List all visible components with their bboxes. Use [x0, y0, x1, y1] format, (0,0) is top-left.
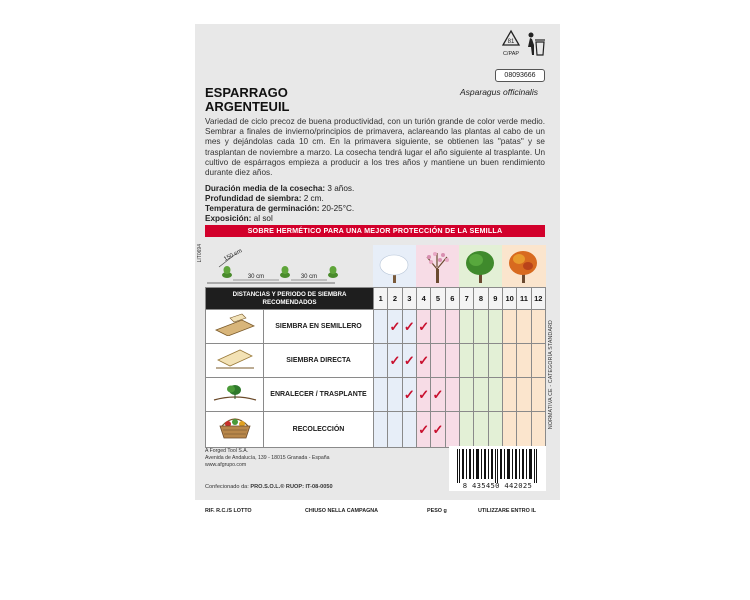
seed-tray-icon [206, 310, 264, 344]
season-illustrations [373, 245, 546, 287]
harvest-basket-icon [206, 412, 264, 448]
month-header: 4 [417, 288, 431, 310]
regulation-note: NORMATIVA CE - CATEGORÍA STANDARD [548, 320, 554, 430]
barcode-number: 8 435450 442025 [462, 481, 533, 490]
plant-icon [280, 266, 290, 278]
month-header: 8 [474, 288, 488, 310]
check-mark: ✓ [402, 378, 416, 412]
check-mark: ✓ [417, 378, 431, 412]
latin-name: Asparagus officinalis [460, 87, 538, 97]
check-mark: ✓ [388, 344, 402, 378]
recycling-number: 81 [507, 39, 515, 45]
spacing-diagram [205, 245, 371, 287]
recycling-code: C/PAP [502, 51, 520, 57]
seedling-icon [206, 378, 264, 412]
month-header: 5 [431, 288, 445, 310]
check-mark: ✓ [431, 412, 445, 448]
table-row [206, 412, 546, 448]
month-header: 11 [517, 288, 531, 310]
barcode [449, 446, 546, 491]
table-header: DISTANCIAS Y PERIODO DE SIEMBRA RECOMENDADOS [206, 288, 374, 310]
month-header: 2 [388, 288, 402, 310]
month-header: 12 [531, 288, 545, 310]
title-line-2: ARGENTEUIL [205, 99, 290, 114]
table-row [206, 378, 546, 412]
variety-title [205, 86, 290, 114]
side-reference: LIT0694 [197, 244, 203, 263]
seed-packet-icon [206, 344, 264, 378]
footer-lot: RIF. R.C./S LOTTO [205, 508, 252, 514]
company-website: www.afgrupo.com [205, 462, 247, 468]
check-mark: ✓ [417, 310, 431, 344]
barcode-bars [449, 447, 546, 483]
fact-germination-temp: Temperatura de germinación: 20-25°C. [205, 204, 355, 213]
recycling-icon [500, 29, 522, 61]
footer-weight: PESO g [427, 508, 447, 514]
sowing-calendar-table [205, 287, 546, 448]
fact-exposure: Exposición: al sol [205, 214, 273, 223]
month-header: 6 [445, 288, 459, 310]
fact-harvest-duration: Duración media de la cosecha: 3 años. [205, 184, 355, 193]
title-line-1: ESPARRAGO [205, 85, 288, 100]
table-row [206, 310, 546, 344]
check-mark: ✓ [402, 310, 416, 344]
table-header-row [206, 288, 546, 310]
company-info [205, 448, 330, 469]
trash-bin-icon [526, 31, 546, 59]
product-code-box: 08093666 [495, 69, 545, 82]
cultivation-facts [205, 184, 354, 224]
company-name: A Forged Tool S.A. [205, 448, 249, 454]
month-header: 9 [488, 288, 502, 310]
plant-icon [328, 266, 338, 278]
fact-sowing-depth: Profundidad de siembra: 2 cm. [205, 194, 324, 203]
plant-icon [222, 266, 232, 278]
row-label: RECOLECCIÓN [264, 412, 374, 448]
month-header: 10 [502, 288, 516, 310]
month-header: 3 [402, 288, 416, 310]
hermetic-banner: SOBRE HERMÉTICO PARA UNA MEJOR PROTECCIÓN DE LA SEMILLA [205, 225, 545, 237]
row-label: ENRALECER / TRASPLANTE [264, 378, 374, 412]
variety-description: Variedad de ciclo precoz de buena productividad, con un turión grande de color verde medio. Sembrar a finales de invierno/principios de primavera, aclareando las plantas al cabo de un mes y dejándolas cada 10 cm. En la primavera siguiente, se obtienen las "patas" y se trasplantan de noviembre a marzo. La cosecha tendrá lugar el año siguiente al trasplante. Un cultivo de espárragos empieza a producir a los tres años y mantiene un buen rendimiento durante diez años. [205, 117, 545, 178]
check-mark: ✓ [417, 412, 431, 448]
check-mark: ✓ [402, 344, 416, 378]
footer-use-by: UTILIZZARE ENTRO IL [478, 508, 537, 514]
plant-spacing-label-1: 30 cm [247, 274, 265, 280]
row-label: SIEMBRA DIRECTA [264, 344, 374, 378]
plant-spacing-label-2: 30 cm [300, 274, 318, 280]
check-mark: ✓ [417, 344, 431, 378]
check-mark: ✓ [388, 310, 402, 344]
row-label: SIEMBRA EN SEMILLERO [264, 310, 374, 344]
check-mark: ✓ [431, 378, 445, 412]
company-address: Avenida de Andalucía, 139 - 18015 Granada - España [205, 455, 330, 461]
row-spacing-label: 150 cm [223, 248, 244, 263]
table-row [206, 344, 546, 378]
packed-by: Confecionado da: PRO.S.O.L.® RUOP: IT-08-0050 [205, 484, 333, 490]
month-header: 7 [459, 288, 473, 310]
footer-campaign: CHIUSO NELLA CAMPAGNA [305, 508, 379, 514]
month-header: 1 [374, 288, 388, 310]
